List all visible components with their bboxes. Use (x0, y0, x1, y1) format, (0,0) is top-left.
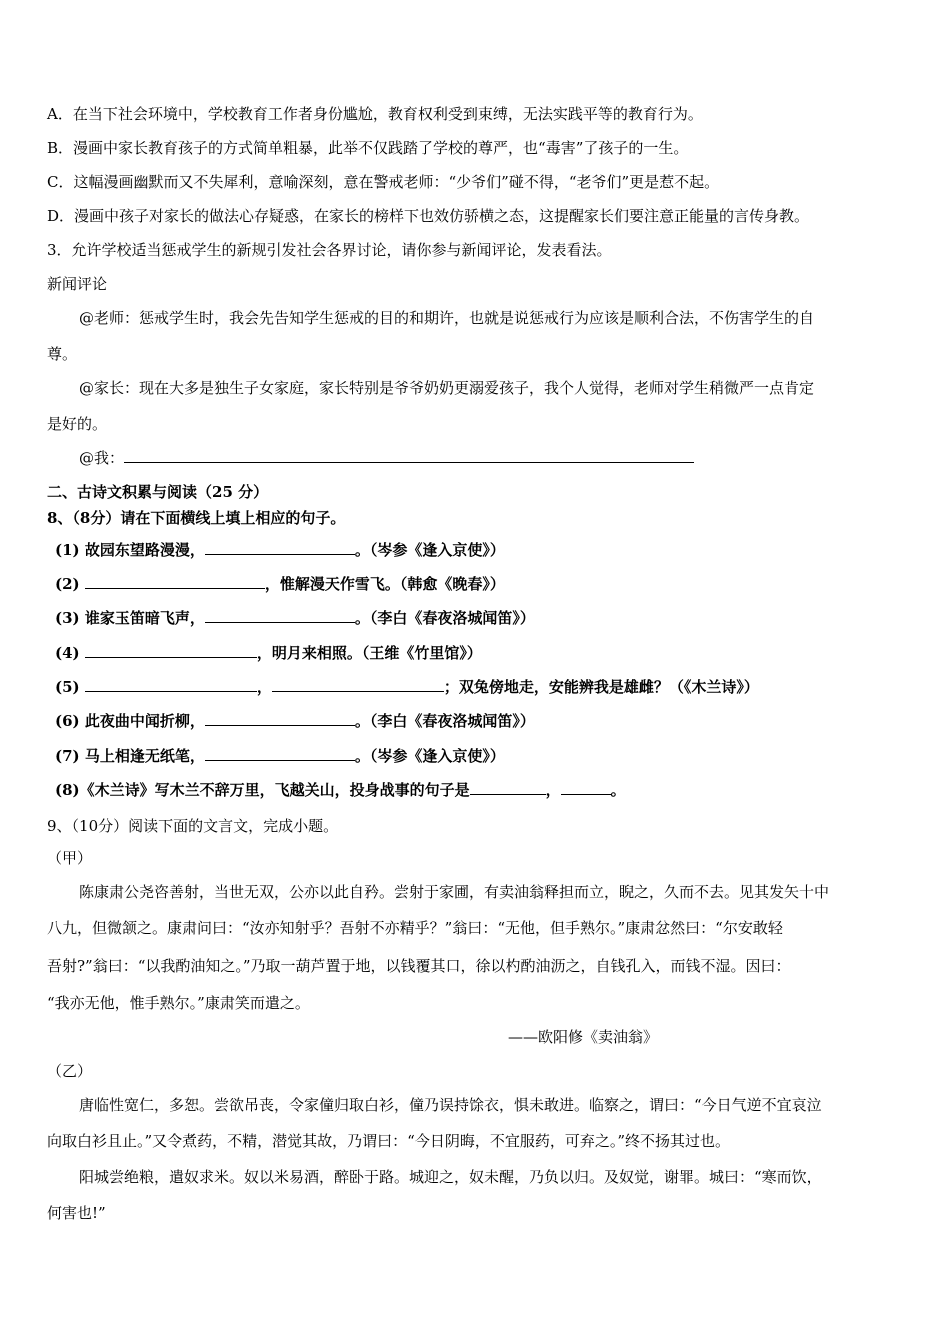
my-comment-label: @我： (79, 449, 125, 467)
poem-text: 。 (610, 781, 626, 799)
passage-jia-line: 陈康肃公尧咨善射，当世无双，公亦以此自矜。尝射于家圃，有卖油翁释担而立，睨之，久而不去。见其发矢十中 (79, 883, 830, 901)
question-9: 9、（10分）阅读下面的文言文，完成小题。 (47, 817, 339, 835)
option-b: B．漫画中家长教育孩子的方式简单粗暴，此举不仅践踏了学校的尊严，也“毒害”了孩子的一生。 (47, 139, 689, 157)
my-comment-blank[interactable] (124, 447, 694, 463)
poem-text: 。（岑参《逢入京使》） (354, 747, 505, 765)
poem-text: (4) (55, 644, 85, 662)
teacher-comment-cont: 尊。 (47, 345, 78, 363)
poem-8 (55, 779, 915, 801)
question-8: 8、（8分）请在下面横线上填上相应的句子。 (47, 509, 346, 527)
poem-1 (55, 539, 915, 561)
poem-text: ；双兔傍地走，安能辨我是雄雌？（《木兰诗》） (443, 678, 759, 696)
poem-text: (1) 故园东望路漫漫， (55, 541, 205, 559)
poem-blank[interactable] (85, 642, 257, 658)
poem-text: (2) (55, 575, 85, 593)
poem-text: ， (545, 781, 561, 799)
poem-3 (55, 607, 915, 629)
parent-comment: @家长：现在大多是独生子女家庭，家长特别是爷爷奶奶更溺爱孩子，我个人觉得，老师对学生稍微严一点肯定 (79, 379, 815, 397)
poem-text: 。（李白《春夜洛城闻笛》） (354, 712, 535, 730)
section-2-heading: 二、古诗文积累与阅读（25 分） (47, 483, 269, 501)
option-c: C．这幅漫画幽默而又不失犀利，意喻深刻，意在警戒老师：“少爷们”碰不得，“老爷们”更是惹不起。 (47, 173, 720, 191)
teacher-comment: @老师：惩戒学生时，我会先告知学生惩戒的目的和期许，也就是说惩戒行为应该是顺利合法，不伤害学生的自 (79, 309, 815, 327)
passage-jia-line: “我亦无他，惟手熟尔。”康肃笑而遣之。 (47, 994, 310, 1012)
poem-blank[interactable] (561, 779, 611, 795)
poem-text: 。（李白《春夜洛城闻笛》） (354, 609, 535, 627)
poem-4 (55, 642, 915, 664)
passage-jia-line: 八九，但微颔之。康肃问曰：“汝亦知射乎？吾射不亦精乎？”翁曰：“无他，但手熟尔。”康肃忿然曰：“尔安敢轻 (47, 919, 783, 937)
poem-blank[interactable] (470, 779, 546, 795)
poem-text: (5) (55, 678, 85, 696)
passage-jia-line: 吾射?”翁曰：“以我酌油知之。”乃取一葫芦置于地，以钱覆其口，徐以杓酌油沥之，自钱孔入，而钱不湿。因曰： (47, 957, 791, 975)
poem-5 (55, 676, 915, 698)
poem-text: 。（岑参《逢入京使》） (354, 541, 505, 559)
poem-text: (8)《木兰诗》写木兰不辞万里，飞越关山，投身战事的句子是 (55, 781, 470, 799)
poem-2 (55, 573, 915, 595)
poem-blank[interactable] (272, 676, 444, 692)
poem-blank[interactable] (205, 745, 355, 761)
poem-blank[interactable] (85, 573, 265, 589)
passage-jia-label: （甲） (47, 849, 93, 867)
passage-jia-source: ——欧阳修《卖油翁》 (508, 1028, 659, 1046)
poem-blank[interactable] (205, 607, 355, 623)
option-a: A．在当下社会环境中，学校教育工作者身份尴尬，教育权利受到束缚，无法实践平等的教育行为。 (47, 105, 703, 123)
passage-yi-line: 向取白衫且止。”又令煮药，不精，潜觉其故，乃谓曰：“今日阴晦，不宜服药，可弃之。”终不扬其过也。 (47, 1132, 731, 1150)
poem-text: (7) 马上相逢无纸笔， (55, 747, 205, 765)
passage-yi-line: 何害也!” (47, 1204, 106, 1222)
poem-text: ，明月来相照。（王维《竹里馆》） (256, 644, 482, 662)
poem-text: ，惟解漫天作雪飞。（韩愈《晚春》） (264, 575, 505, 593)
parent-comment-cont: 是好的。 (47, 415, 108, 433)
poem-6 (55, 710, 915, 732)
poem-text: ， (256, 678, 272, 696)
passage-yi-line: 唐临性宽仁，多恕。尝欲吊丧，令家僮归取白衫，僮乃误持馀衣，惧未敢进。临察之，谓曰：“今日气逆不宜哀泣 (79, 1096, 822, 1114)
option-d: D．漫画中孩子对家长的做法心存疑惑，在家长的榜样下也效仿骄横之态，这提醒家长们要注意正能量的言传身教。 (47, 207, 810, 225)
poem-blank[interactable] (205, 710, 355, 726)
poem-blank[interactable] (205, 539, 355, 555)
poem-text: (3) 谁家玉笛暗飞声， (55, 609, 205, 627)
passage-yi-label: （乙） (47, 1062, 93, 1080)
question-3: 3．允许学校适当惩戒学生的新规引发社会各界讨论，请你参与新闻评论，发表看法。 (47, 241, 612, 259)
my-comment (79, 447, 907, 469)
passage-yi-line: 阳城尝绝粮，遣奴求米。奴以米易酒，醉卧于路。城迎之，奴未醒，乃负以归。及奴觉，谢罪。城曰：“寒而饮， (79, 1168, 822, 1186)
poem-7 (55, 745, 915, 767)
poem-text: (6) 此夜曲中闻折柳， (55, 712, 205, 730)
news-comment-title: 新闻评论 (47, 275, 108, 293)
poem-blank[interactable] (85, 676, 257, 692)
